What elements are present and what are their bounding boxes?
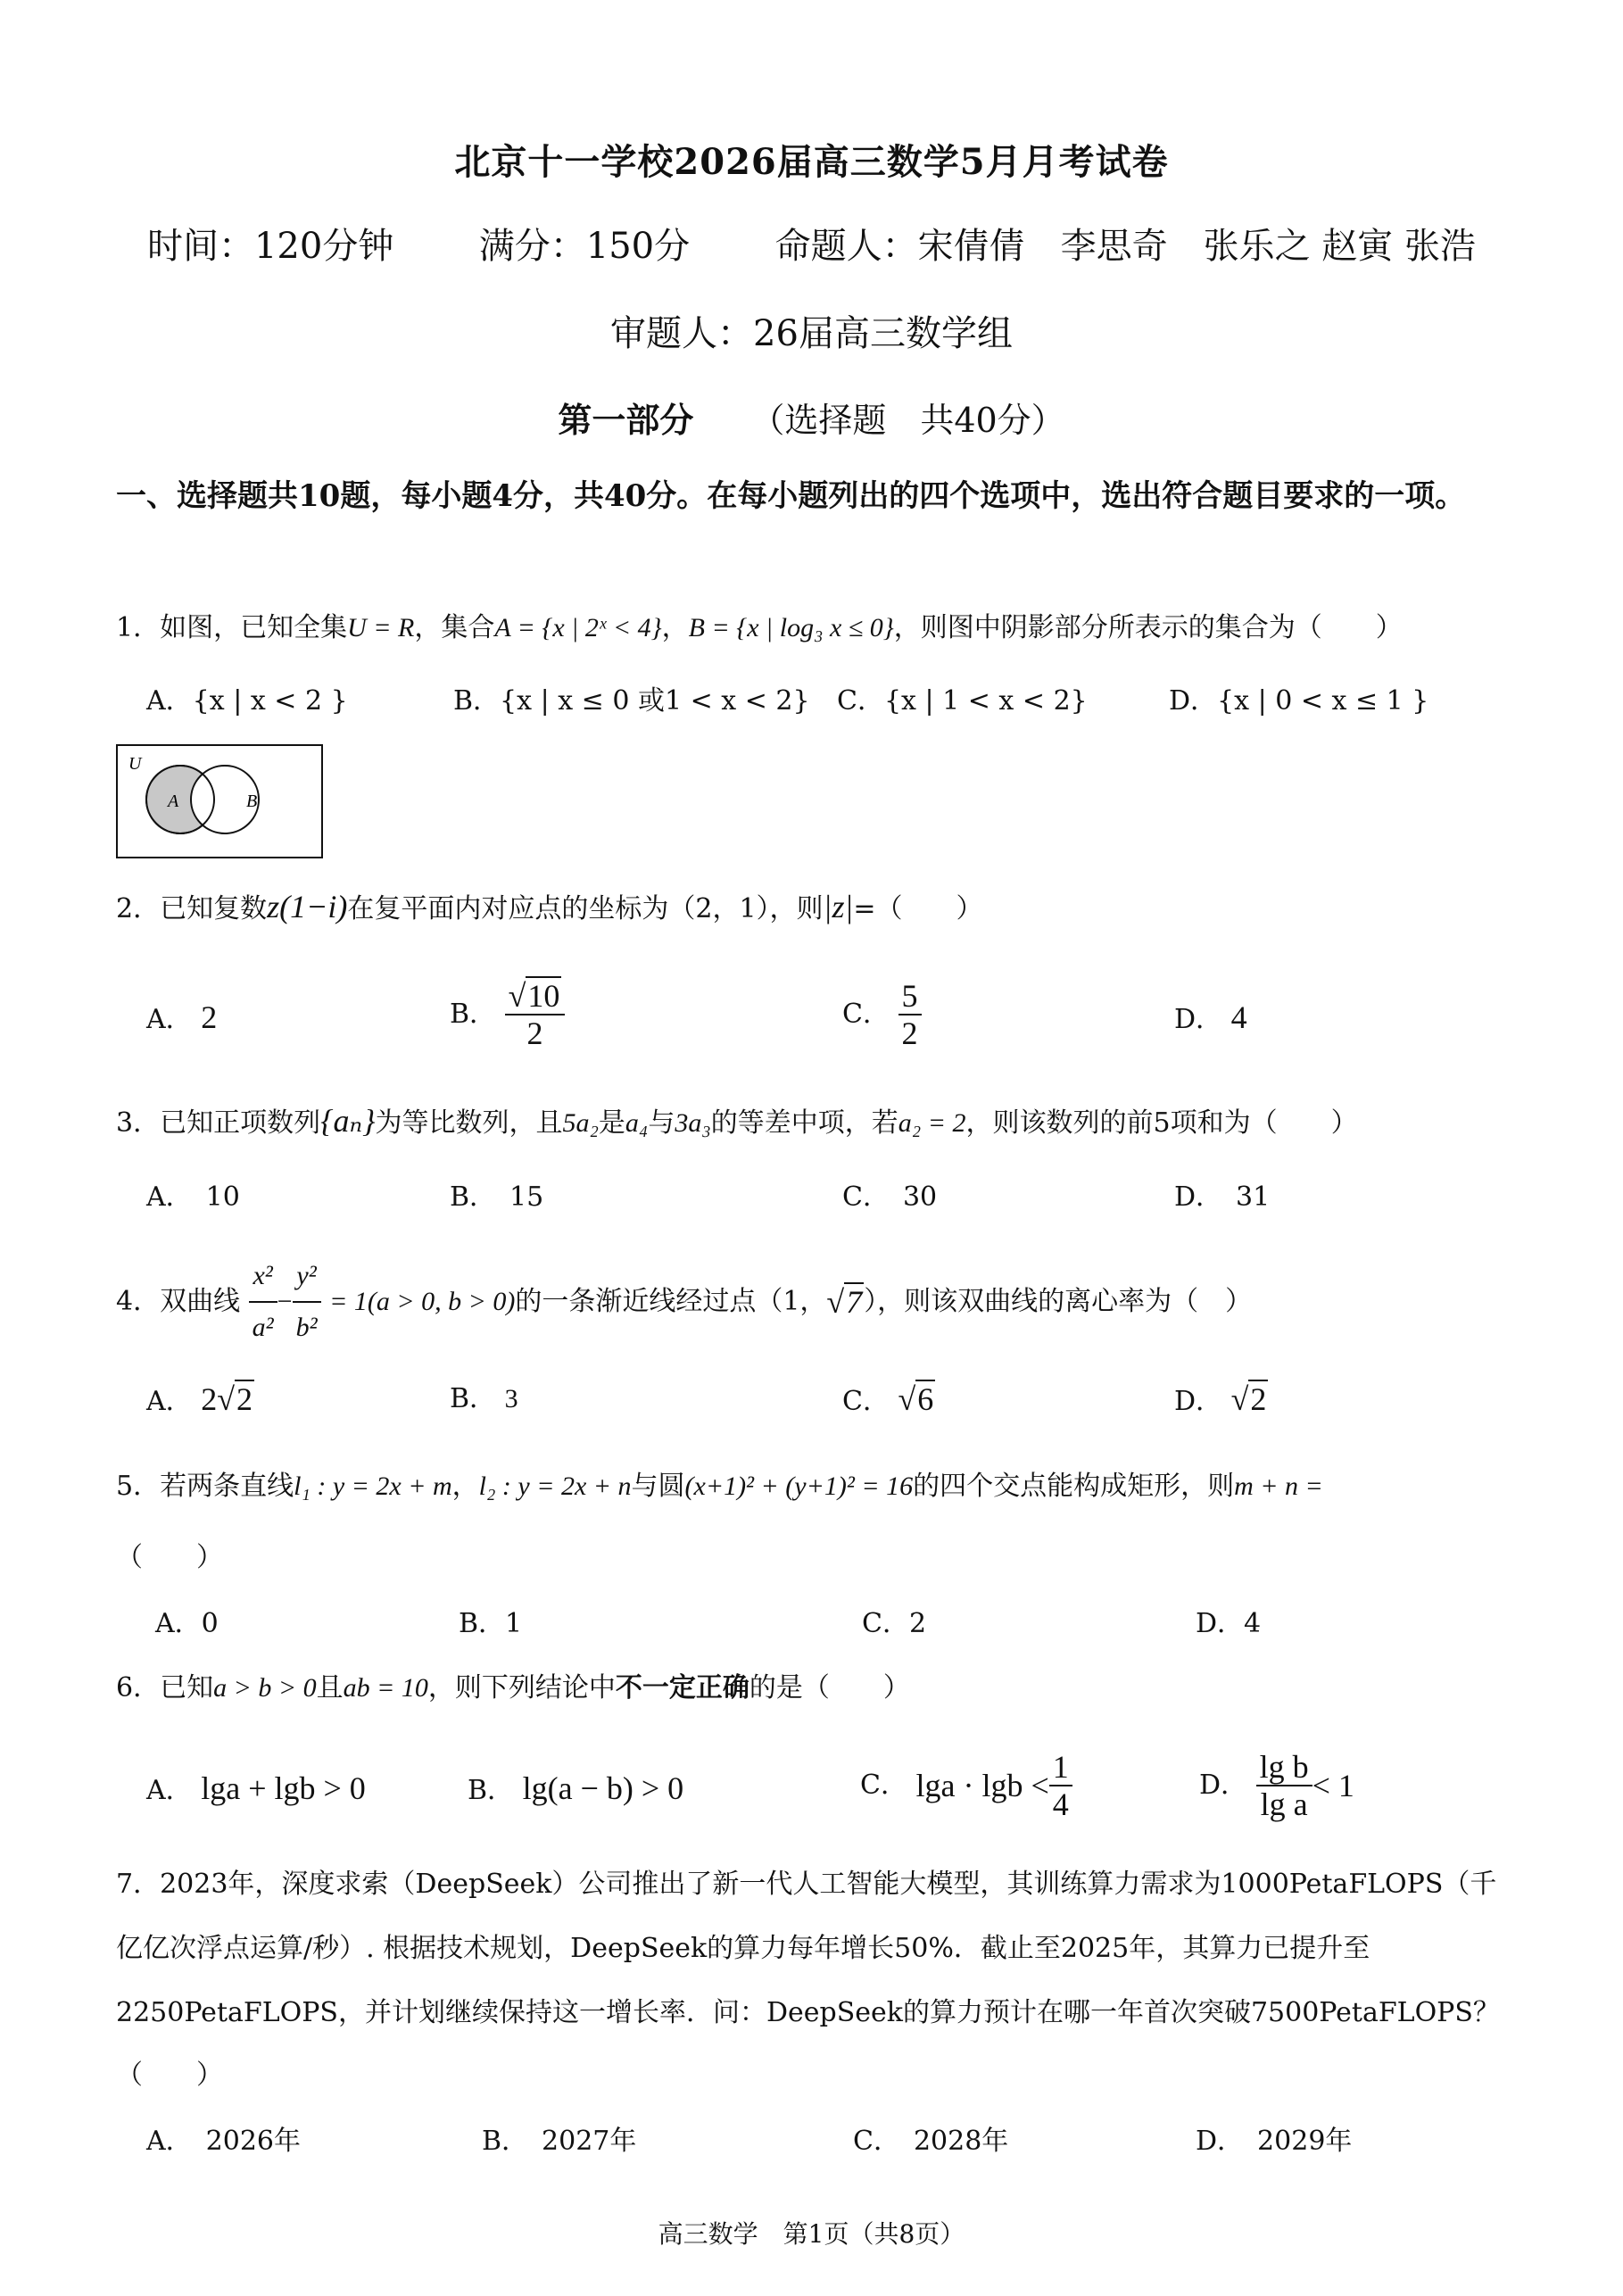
part-heading — [0, 393, 1623, 442]
part-desc: （选择题 共40分） — [750, 401, 1065, 440]
question-7-option-a: A． 2026年 — [146, 2126, 302, 2157]
exam-info-line — [0, 218, 1623, 269]
exam-time: 时间：120分钟 — [146, 226, 394, 267]
question-2-option-d: D． 4 — [1174, 999, 1247, 1035]
question-3-option-b: B． 15 — [450, 1181, 544, 1213]
exam-score: 满分：150分 — [478, 226, 691, 267]
question-5-option-b: B．1 — [459, 1608, 523, 1639]
question-5-option-a: A．0 — [155, 1608, 219, 1639]
venn-diagram — [116, 744, 323, 858]
question-4-option-a: A． 2√2 — [146, 1381, 253, 1417]
question-2-option-c: C． $\frac{5}{2}$ — [842, 978, 922, 1051]
question-3-option-c: C． 30 — [842, 1181, 938, 1213]
question-1-option-a: A．{x | x < 2 } — [146, 685, 348, 717]
question-6-option-d: D． $\frac{\text{lg b}}{\text{lg a}}$ < 1 — [1199, 1749, 1354, 1822]
question-5-option-d: D．4 — [1196, 1608, 1262, 1639]
question-4-stem: 4．双曲线 $\frac{\text{x²}}{\text{a²}}$ − $\frac{\text{y²}}{\text{b²}}$ = 1(a > 0, b > 0)的一条渐近线经过点（1，√7），则该双曲线的离心率为（ ） — [116, 1251, 1535, 1353]
question-2-stem: 2．已知复数z(1−i)在复平面内对应点的坐标为（2，1），则|z|=（ ） — [116, 889, 983, 924]
question-7-option-b: B． 2027年 — [482, 2126, 637, 2157]
question-4-option-c: C． √6 — [842, 1381, 934, 1417]
question-5-stem-line2: （ ） — [116, 1542, 223, 1573]
question-6-option-c: C． lga · lgb < $\frac{1}{4}$ — [860, 1749, 1072, 1822]
question-1-option-d: D．{x | 0 < x ≤ 1 } — [1169, 685, 1429, 717]
question-6-stem: 6．已知a > b > 0且ab = 10，则下列结论中不一定正确的是（ ） — [116, 1672, 910, 1703]
question-2-option-b: B． $\frac{√10}{2}$ — [450, 978, 565, 1051]
venn-label-u: U — [128, 754, 142, 774]
question-7-line-3: 2250PetaFLOPS，并计划继续保持这一增长率．问：DeepSeek的算力预计在哪一年首次突破7500PetaFLOPS？ — [116, 1997, 1500, 2028]
question-6-option-b: B． lg(a − b) > 0 — [468, 1770, 684, 1806]
exam-reviewer: 审题人：26届高三数学组 — [610, 313, 1013, 354]
question-7-line-1: 7．2023年，深度求索（DeepSeek）公司推出了新一代人工智能大模型，其训练算力需求为1000PetaFLOPS（千 — [116, 1869, 1497, 1900]
question-1-option-b: B．{x | x ≤ 0 或1 < x < 2} — [453, 685, 810, 717]
question-6-option-a: A． lga + lgb > 0 — [146, 1770, 366, 1806]
question-2-option-a: A． 2 — [146, 999, 218, 1035]
question-7-option-d: D． 2029年 — [1196, 2126, 1353, 2157]
exam-authors: 命题人：宋倩倩 李思奇 张乐之 赵寅 张浩 — [774, 226, 1477, 267]
exam-title: 北京十一学校2026届高三数学5月月考试卷 — [454, 141, 1169, 183]
question-1-stem: 1．如图，已知全集U = R，集合A = {x | 2ˣ < 4}，B = {x | log₃ x ≤ 0}，则图中阴影部分所表示的集合为（ ） — [116, 612, 1403, 643]
venn-label-a: A — [168, 792, 179, 811]
question-5-stem: 5．若两条直线l₁ : y = 2x + m，l₂ : y = 2x + n与圆(x+1)² + (y+1)² = 16的四个交点能构成矩形，则m + n = — [116, 1471, 1323, 1502]
part-name: 第一部分 — [558, 400, 694, 440]
page-footer: 高三数学 第1页（共8页） — [658, 2219, 965, 2249]
question-7-line-2: 亿亿次浮点运算/秒）. 根据技术规划，DeepSeek的算力每年增长50%．截止至2025年，其算力已提升至 — [116, 1933, 1370, 1964]
section-instructions: 一、选择题共10题，每小题4分，共40分。在每小题列出的四个选项中，选出符合题目要求的一项。 — [116, 478, 1466, 514]
question-7-option-c: C． 2028年 — [853, 2126, 1009, 2157]
question-3-option-d: D． 31 — [1174, 1181, 1271, 1213]
question-4-option-d: D． √2 — [1174, 1381, 1267, 1417]
question-3-option-a: A． 10 — [146, 1181, 240, 1213]
question-4-option-b: B． 3 — [450, 1383, 518, 1414]
venn-label-b: B — [246, 792, 258, 811]
question-7-line-4: （ ） — [116, 2060, 223, 2091]
question-5-option-c: C．2 — [862, 1608, 927, 1639]
question-1-option-c: C．{x | 1 < x < 2} — [837, 685, 1088, 717]
question-3-stem: 3．已知正项数列{aₙ}为等比数列，且5a₂是a₄与3a₃的等差中项，若a₂ = 2，则该数列的前5项和为（ ） — [116, 1103, 1358, 1139]
